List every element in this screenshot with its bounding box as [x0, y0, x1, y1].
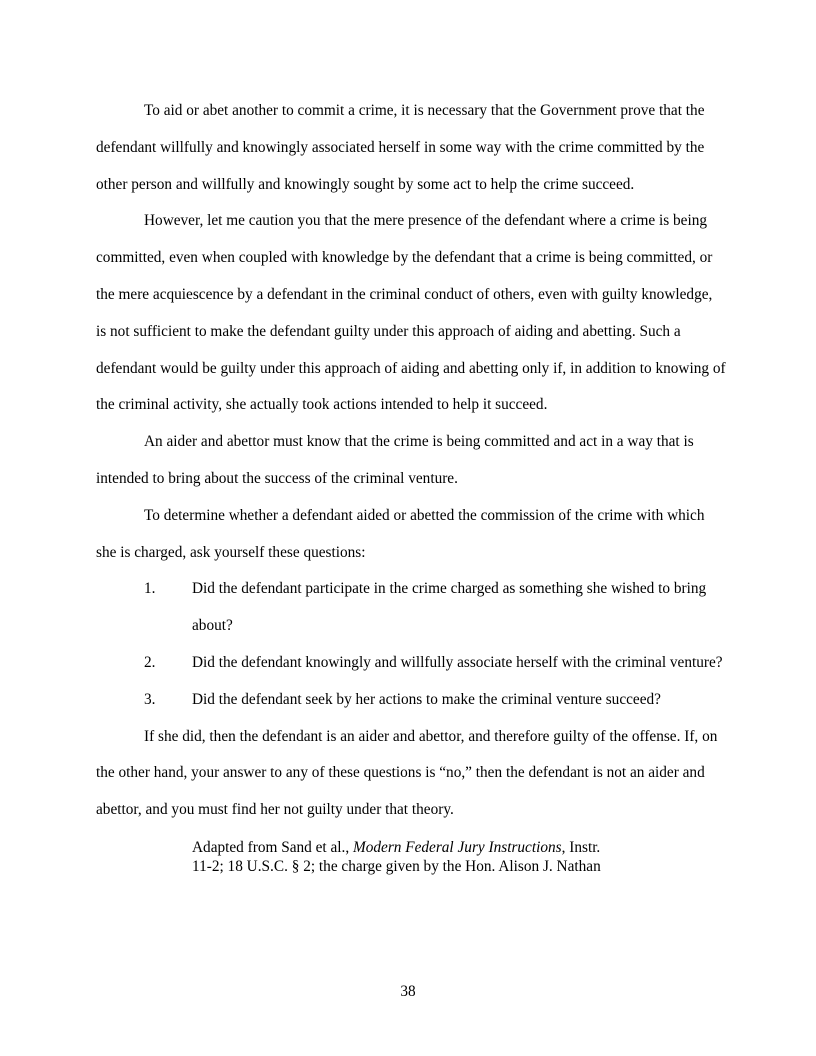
citation-prefix: Adapted from Sand et al.,: [192, 838, 353, 856]
list-item: [96, 571, 726, 645]
page-number: 38: [400, 983, 416, 1000]
questions-list: [96, 571, 726, 718]
list-item-text: Did the defendant knowingly and willfully associate herself with the criminal venture?: [192, 653, 723, 671]
paragraph-questions-intro: To determine whether a defendant aided or abetted the commission of the crime with which she is charged, ask yourself these questions:: [96, 506, 705, 561]
citation-suffix: , Instr. 11-2; 18 U.S.C. § 2; the charge given by the Hon. Alison J. Nathan: [192, 838, 601, 875]
list-item-text: Did the defendant participate in the crime charged as something she wished to bring about?: [192, 580, 707, 635]
list-item: [96, 682, 726, 719]
paragraph-aid-abet-definition: To aid or abet another to commit a crime, it is necessary that the Government prove that the defendant willfully and knowingly associated herself in some way with the crime committed by the other person and willfully and knowingly sought by some act to help the crime succeed.: [96, 102, 705, 193]
paragraph-aider-abettor-knowledge: An aider and abettor must know that the crime is being committed and act in a way that is intended to bring about the success of the criminal venture.: [96, 433, 694, 487]
list-item-number: 1.: [144, 580, 156, 598]
citation: [192, 838, 622, 876]
document-body: [96, 93, 726, 876]
paragraph-mere-presence-caution: However, let me caution you that the mere presence of the defendant where a crime is being committed, even when coupled with knowledge by the defendant that a crime is being committed, or the mere acquiescence by a defendant in the criminal conduct of others, even with guilty knowledge, is not sufficient to make the defendant guilty under this approach of aiding and abetting. Such a defendant would be guilty under this approach of aiding and abetting only if, in addition to knowing of the criminal activity, she actually took actions intended to help it succeed.: [96, 212, 726, 414]
list-item-number: 3.: [144, 690, 156, 708]
list-item-text: Did the defendant seek by her actions to make the criminal venture succeed?: [192, 690, 661, 708]
list-item-number: 2.: [144, 653, 156, 671]
citation-title: Modern Federal Jury Instructions: [353, 838, 562, 856]
paragraph-conclusion: If she did, then the defendant is an aider and abettor, and therefore guilty of the offense. If, on the other hand, your answer to any of these questions is “no,” then the defendant is not an aider and abettor, and you must find her not guilty under that theory.: [96, 727, 718, 819]
list-item: [96, 645, 726, 682]
